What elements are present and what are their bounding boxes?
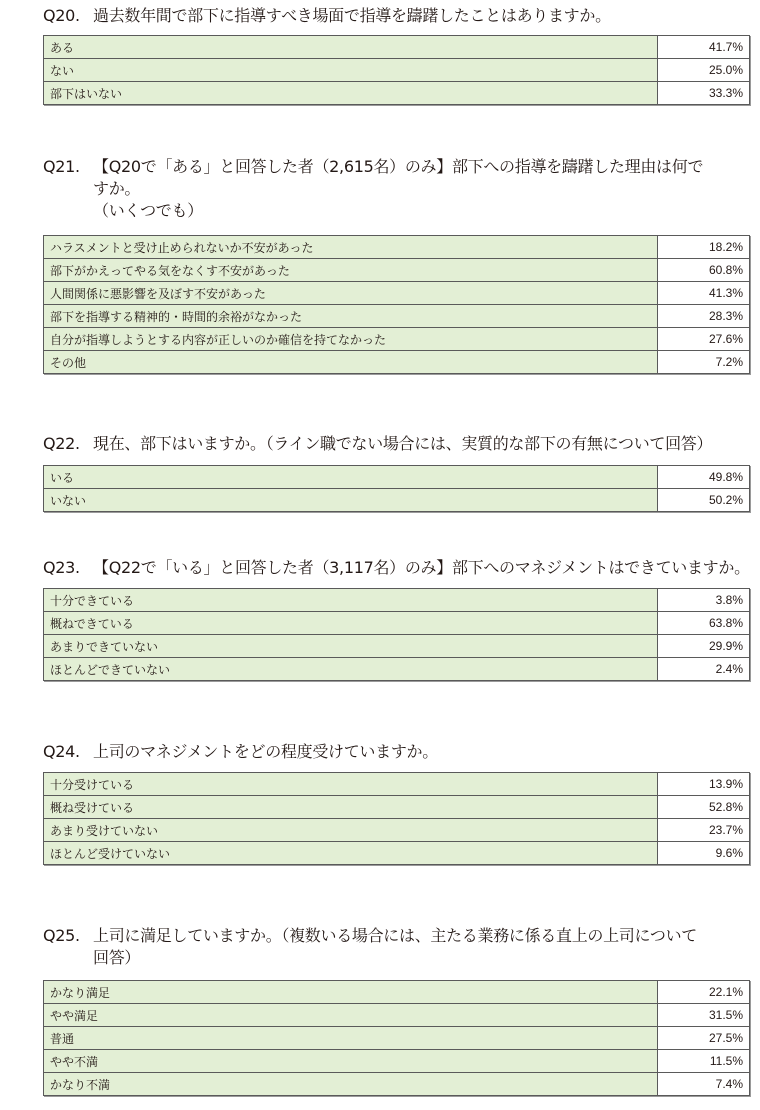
answer-label: 部下はいない — [44, 82, 658, 105]
table-row — [44, 259, 750, 282]
question-title-q21 — [43, 156, 703, 222]
answer-percent: 9.6% — [658, 842, 750, 865]
table-row — [44, 589, 750, 612]
table-row — [44, 351, 750, 374]
answer-percent: 27.6% — [658, 328, 750, 351]
question-number: Q21. — [43, 157, 80, 176]
answer-label: ほとんど受けていない — [44, 842, 658, 865]
answer-table-q24 — [43, 772, 750, 865]
answer-percent: 2.4% — [658, 658, 750, 681]
answer-table-q22 — [43, 465, 750, 512]
table-row — [44, 305, 750, 328]
question-number: Q24. — [43, 742, 80, 761]
question-text: 過去数年間で部下に指導すべき場面で指導を躊躇したことはありますか。 — [93, 6, 611, 25]
answer-label: いる — [44, 466, 658, 489]
table-row — [44, 773, 750, 796]
question-text: 上司に満足していますか。（複数いる場合には、主たる業務に係る直上の上司について — [93, 926, 697, 945]
question-title-q24 — [43, 741, 438, 763]
answer-percent: 22.1% — [658, 981, 750, 1004]
table-row — [44, 466, 750, 489]
answer-label: その他 — [44, 351, 658, 374]
table-row — [44, 842, 750, 865]
table-row — [44, 1050, 750, 1073]
answer-label: かなり不満 — [44, 1073, 658, 1096]
answer-label: やや満足 — [44, 1004, 658, 1027]
answer-percent: 41.3% — [658, 282, 750, 305]
question-title-q22 — [43, 433, 712, 455]
answer-table-q21 — [43, 235, 750, 374]
answer-percent: 31.5% — [658, 1004, 750, 1027]
answer-percent: 50.2% — [658, 489, 750, 512]
question-text: 【Q20で「ある」と回答した者（2,615名）のみ】部下への指導を躊躇した理由は何で — [93, 157, 704, 176]
answer-percent: 25.0% — [658, 59, 750, 82]
answer-label: やや不満 — [44, 1050, 658, 1073]
answer-label: 概ねできている — [44, 612, 658, 635]
table-row — [44, 1073, 750, 1096]
table-row — [44, 658, 750, 681]
answer-table-q20 — [43, 35, 750, 105]
answer-label: 部下がかえってやる気をなくす不安があった — [44, 259, 658, 282]
answer-percent: 63.8% — [658, 612, 750, 635]
table-row — [44, 612, 750, 635]
answer-label: 自分が指導しようとする内容が正しいのか確信を持てなかった — [44, 328, 658, 351]
question-number: Q23. — [43, 558, 80, 577]
answer-table-q23 — [43, 588, 750, 681]
answer-percent: 23.7% — [658, 819, 750, 842]
table-row — [44, 59, 750, 82]
table-row — [44, 36, 750, 59]
question-title-q25 — [43, 925, 697, 969]
answer-percent: 60.8% — [658, 259, 750, 282]
table-row — [44, 282, 750, 305]
answer-label: 部下を指導する精神的・時間的余裕がなかった — [44, 305, 658, 328]
question-number: Q22. — [43, 434, 80, 453]
answer-percent: 49.8% — [658, 466, 750, 489]
answer-label: いない — [44, 489, 658, 512]
answer-label: 概ね受けている — [44, 796, 658, 819]
answer-percent: 7.4% — [658, 1073, 750, 1096]
answer-label: ハラスメントと受け止められないか不安があった — [44, 236, 658, 259]
question-text-line2: すか。 — [93, 179, 141, 198]
answer-label: 普通 — [44, 1027, 658, 1050]
question-title-q23 — [43, 557, 750, 579]
table-row — [44, 796, 750, 819]
table-row — [44, 635, 750, 658]
answer-percent: 7.2% — [658, 351, 750, 374]
answer-label: かなり満足 — [44, 981, 658, 1004]
question-text: 【Q22で「いる」と回答した者（3,117名）のみ】部下へのマネジメントはできていますか。 — [93, 558, 750, 577]
answer-label: あまりできていない — [44, 635, 658, 658]
answer-percent: 11.5% — [658, 1050, 750, 1073]
question-text: 現在、部下はいますか。（ライン職でない場合には、実質的な部下の有無について回答） — [93, 434, 713, 453]
answer-label: 十分受けている — [44, 773, 658, 796]
table-row — [44, 82, 750, 105]
answer-percent: 28.3% — [658, 305, 750, 328]
question-number: Q25. — [43, 926, 80, 945]
answer-label: ほとんどできていない — [44, 658, 658, 681]
table-row — [44, 981, 750, 1004]
answer-percent: 29.9% — [658, 635, 750, 658]
table-row — [44, 819, 750, 842]
question-number: Q20. — [43, 6, 80, 25]
question-text-line2: 回答） — [93, 948, 141, 967]
question-title-q20 — [43, 5, 611, 27]
answer-percent: 13.9% — [658, 773, 750, 796]
answer-label: ある — [44, 36, 658, 59]
answer-label: ない — [44, 59, 658, 82]
table-row — [44, 1004, 750, 1027]
answer-table-q25 — [43, 980, 750, 1096]
question-text-line3: （いくつでも） — [93, 201, 203, 220]
answer-label: あまり受けていない — [44, 819, 658, 842]
answer-percent: 3.8% — [658, 589, 750, 612]
table-row — [44, 1027, 750, 1050]
answer-percent: 52.8% — [658, 796, 750, 819]
table-row — [44, 236, 750, 259]
answer-label: 十分できている — [44, 589, 658, 612]
answer-percent: 41.7% — [658, 36, 750, 59]
table-row — [44, 489, 750, 512]
question-text: 上司のマネジメントをどの程度受けていますか。 — [93, 742, 438, 761]
answer-label: 人間関係に悪影響を及ぼす不安があった — [44, 282, 658, 305]
answer-percent: 33.3% — [658, 82, 750, 105]
answer-percent: 18.2% — [658, 236, 750, 259]
table-row — [44, 328, 750, 351]
answer-percent: 27.5% — [658, 1027, 750, 1050]
